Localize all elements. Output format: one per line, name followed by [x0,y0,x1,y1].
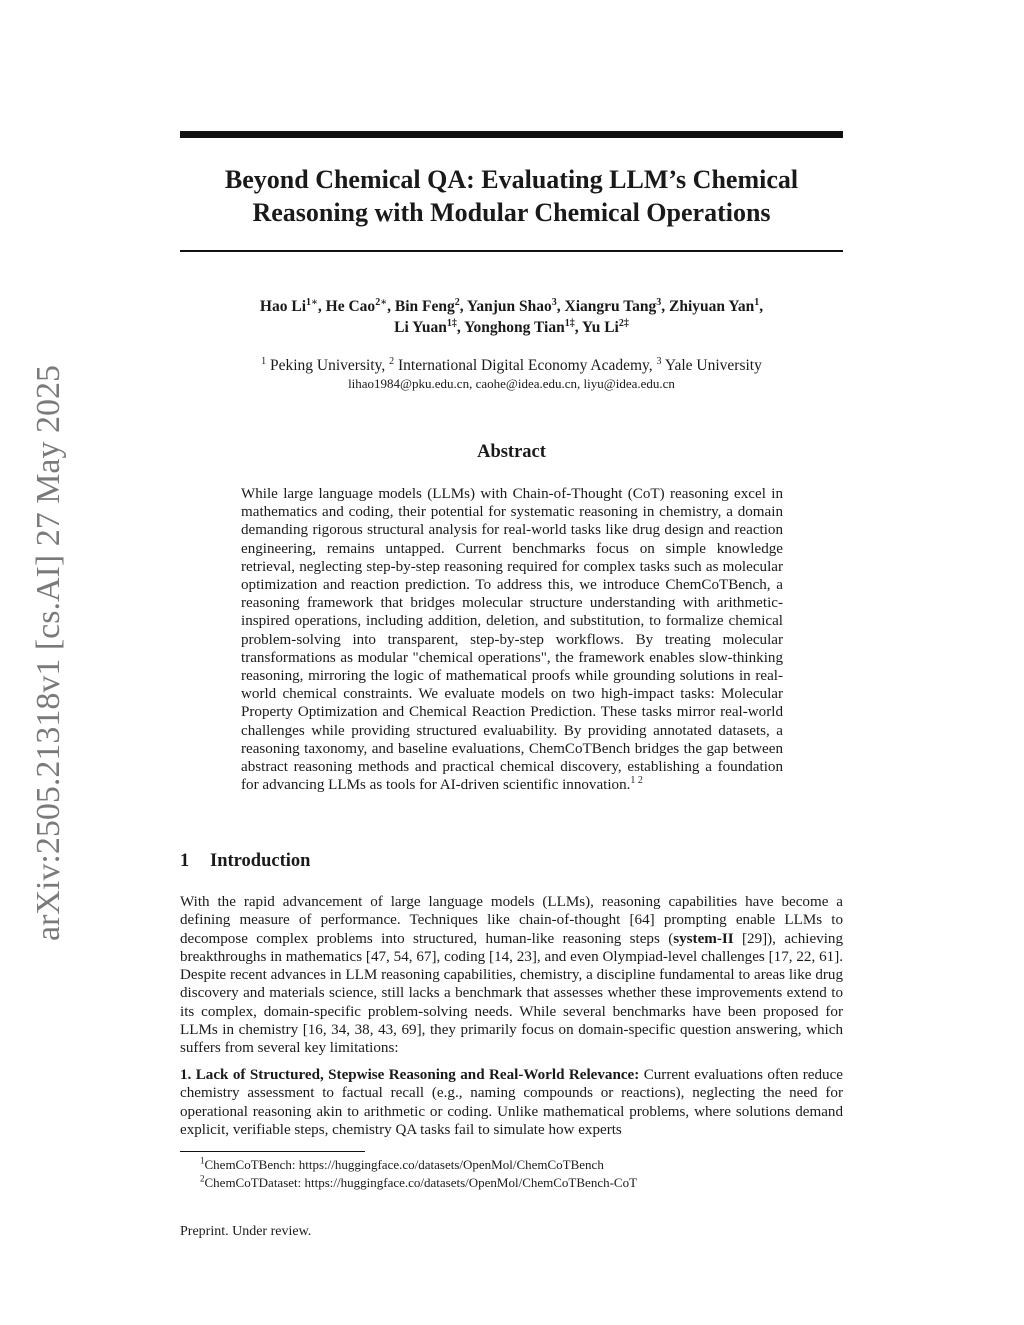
affiliations: $^1$ Peking University, $^2$ International Digital Economy Academy, $^3$ Yale University [261,355,762,374]
author-name: Hao Li [259,298,306,315]
affiliation-name: Peking University [269,357,382,374]
preprint-note: Preprint. Under review. [180,1224,312,1239]
point-text: Current evaluations often reduce chemistry assessment to factual recall (e.g., naming compounds or reactions), neglecting the need for operational reasoning akin to arithmetic or coding. Unlike mathematical problems, where solutions demand explicit, verifiable steps, chemistry QA tasks fail to simulate how experts [180,1067,843,1138]
intro-paragraph [180,893,843,1058]
abstract-body [241,485,783,794]
title-bottom-rule [180,250,843,252]
intro-bold-term: system-II [673,930,734,947]
author-mark: 2∗ [375,296,388,308]
footnote-text: ChemCoTDataset: https://huggingface.co/datasets/OpenMol/ChemCoTBench-CoT [204,1175,638,1190]
author-name: Yu Li [581,319,619,336]
point-label: 1. Lack of Structured, Stepwise Reasoning and Real-World Relevance: [180,1067,640,1083]
intro-text-part2: [29]), achieving breakthroughs in mathematics [47, 54, 67], coding [14, 23], and even Olympiad-level challenges [17, 22, 61]. Despite recent advances in LLM reasoning capabilities, chemistry, a discipline fundamental to areas like drug discovery and materials science, still lacks a benchmark that assesses whether these improvements extend to its complex, domain-specific problem-solving needs. While several benchmarks have been proposed for LLMs in chemistry [16, 34, 38, 43, 69], they primarily focus on domain-specific question answering, which suffers from several key limitations: [180,930,844,1057]
author-mark: 1∗ [306,296,318,308]
author-name: Yanjun Shao [466,298,552,315]
section-heading [180,851,310,872]
author-mark: 3 [656,296,662,308]
author-name: Li Yuan [394,319,447,336]
title-line-2: Reasoning with Modular Chemical Operations [252,198,771,227]
author-name: Zhiyuan Yan [669,298,755,315]
author-mark: 3 [551,296,557,308]
author-list [180,296,843,338]
author-name: Yonghong Tian [464,319,565,336]
footnote-1 [200,1157,604,1173]
limitation-point-1 [180,1066,843,1139]
affiliation-number: 1 [261,355,267,367]
paper-title [180,163,843,229]
author-name: Bin Feng [394,298,455,315]
author-mark: 1‡ [564,317,575,329]
section-title: Introduction [210,851,311,871]
abstract-heading: Abstract [477,442,546,462]
section-number: 1 [180,851,190,871]
footnote-rule [180,1151,365,1152]
affiliation-name: International Digital Economy Academy [397,357,649,374]
author-mark: 1‡ [446,317,457,329]
author-name: Xiangru Tang [564,298,657,315]
author-mark: 2‡ [618,317,629,329]
intro-text-part1: With the rapid advancement of large language models (LLMs), reasoning capabilities have become a defining measure of performance. Techniques like chain-of-thought [64] prompting enable LLMs to decompose complex problems into structured, human-like reasoning steps ( [180,894,843,947]
footnote-2 [200,1175,637,1191]
affiliation-number: 3 [656,355,662,367]
author-name: He Cao [325,298,376,315]
arxiv-stamp: arXiv:2505.21318v1 [cs.AI] 27 May 2025 [30,364,67,941]
footnote-number: 2 [200,1173,205,1184]
abstract-text: While large language models (LLMs) with Chain-of-Thought (CoT) reasoning excel in mathematics and coding, their potential for systematic reasoning in chemistry, a domain demanding rigorous structural analysis for real-world tasks like drug design and reaction engineering, remains untapped. Current benchmarks focus on simple knowledge retrieval, neglecting step-by-step reasoning required for complex tasks such as molecular optimization and reaction prediction. To address this, we introduce ChemCoTBench, a reasoning framework that bridges molecular structure understanding with arithmetic-inspired operations, including addition, deletion, and substitution, to formalize chemical problem-solving into transparent, step-by-step workflows. By treating molecular transformations as modular "chemical operations", the framework enables slow-thinking reasoning, mirroring the logic of mathematical proofs while grounding solutions in real-world chemical constraints. We evaluate models on two high-impact tasks: Molecular Property Optimization and Chemical Reaction Prediction. These tasks mirror real-world challenges while providing structured evaluability. By providing annotated datasets, a reasoning taxonomy, and baseline evaluations, ChemCoTBench bridges the gap between abstract reasoning methods and practical chemical discovery, establishing a foundation for advancing LLMs as tools for AI-driven scientific innovation. [241,486,783,794]
author-mark: 2 [454,296,460,308]
author-emails: lihao1984@pku.edu.cn, caohe@idea.edu.cn, liyu@idea.edu.cn [348,376,675,391]
footnote-text: ChemCoTBench: https://huggingface.co/datasets/OpenMol/ChemCoTBench [204,1157,604,1172]
author-mark: 1 [754,296,760,308]
author-line-2: Li Yuan$^{1\ddagger}$, Yonghong Tian$^{1\ddagger}$, Yu $Li^{2\ddagger}$ [394,317,629,336]
author-line-1: Hao $Li^{1∗}$, He Cao$^{2∗}$, Bin Feng$^2$, Yanjun Shao$^3$, Xiangru Tang$^3$, Zhiyuan Yan$^1$, [259,296,764,315]
abstract-footnote-marks: 1 2 [630,775,643,787]
footnote-number: 1 [200,1155,205,1166]
affiliation-name: Yale University [664,357,762,374]
affiliation-number: 2 [389,355,395,367]
title-line-1: Beyond Chemical QA: Evaluating LLM’s Chemical [224,165,799,194]
title-top-rule [180,131,843,138]
